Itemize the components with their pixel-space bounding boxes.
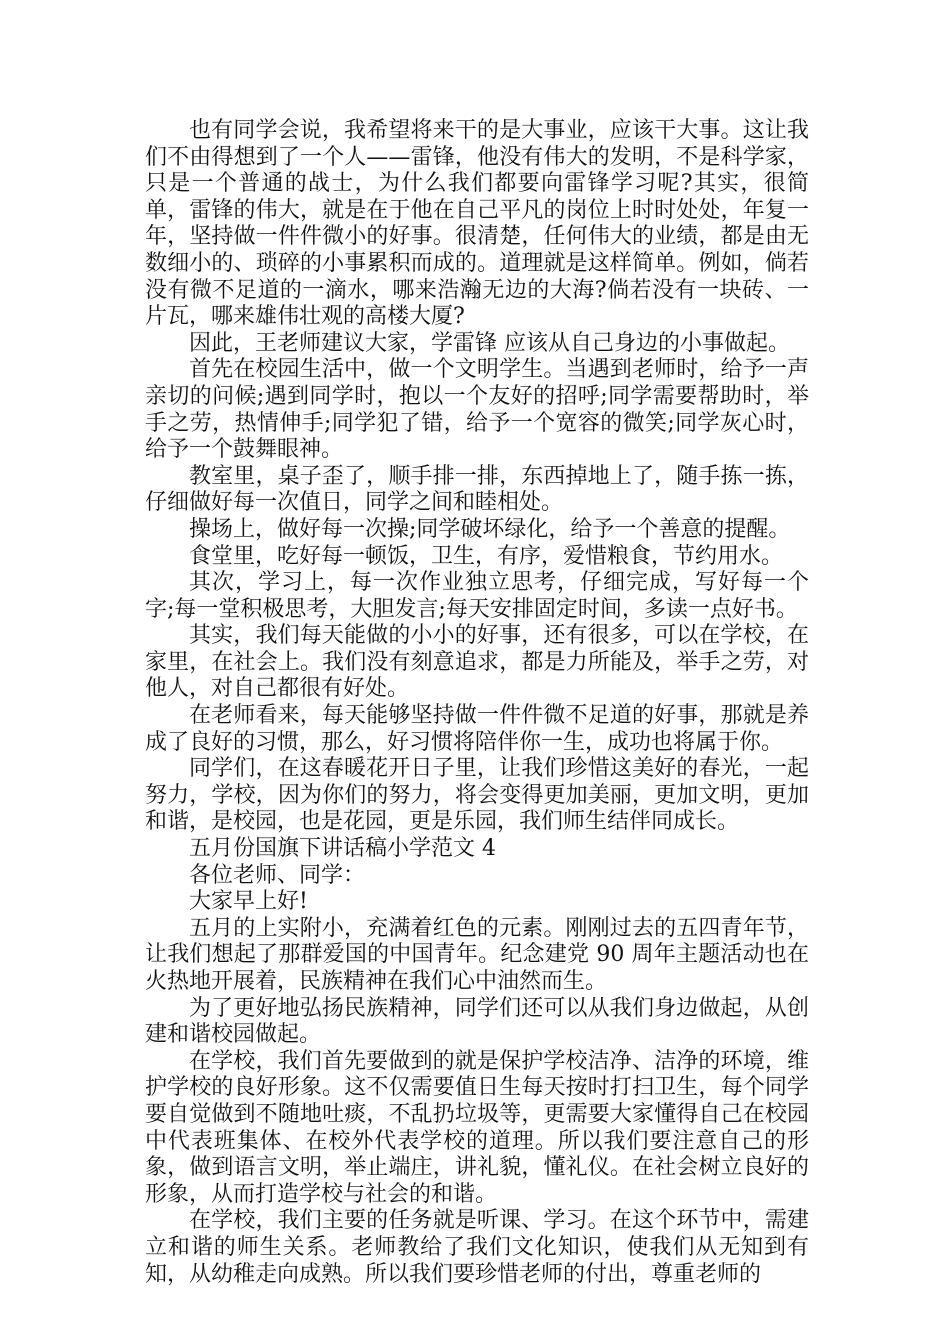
paragraph-16: 在学校，我们首先要做到的就是保护学校洁净、洁净的环境，维护学校的良好形象。这不仅需要值日生每天按时打扫卫生，每个同学要自觉做到不随地吐痰，不乱扔垃圾等，更需要大家懂得自己在校园中代表班集体、在校外代表学校的道理。所以我们要注意自己的形象，做到语言文明，举止端庄，讲礼貌，懂礼仪。在社会树立良好的形象，从而打造学校与社会的和谐。 (145, 1048, 809, 1207)
paragraph-14: 五月的上实附小，充满着红色的元素。刚刚过去的五四青年节，让我们想起了那群爱国的中国青年。纪念建党 90 周年主题活动也在火热地开展着，民族精神在我们心中油然而生。 (145, 915, 809, 994)
paragraph-10: 同学们，在这春暖花开日子里，让我们珍惜这美好的春光，一起努力，学校，因为你们的努力，将会变得更加美丽，更加文明，更加和谐，是校园，也是花园，更是乐园，我们师生结伴同成长。 (145, 756, 809, 835)
paragraph-8: 其实，我们每天能做的小小的好事，还有很多，可以在学校，在家里，在社会上。我们没有刻意追求，都是力所能及，举手之劳，对他人，对自己都很有好处。 (145, 623, 809, 702)
paragraph-17: 在学校，我们主要的任务就是听课、学习。在这个环节中，需建立和谐的师生关系。老师教给了我们文化知识，使我们从无知到有知，从幼稚走向成熟。所以我们要珍惜老师的付出，尊重老师的 (145, 1208, 809, 1287)
paragraph-15: 为了更好地弘扬民族精神，同学们还可以从我们身边做起，从创建和谐校园做起。 (145, 995, 809, 1048)
paragraph-1: 也有同学会说，我希望将来干的是大事业，应该干大事。这让我们不由得想到了一个人——雷锋，他没有伟大的发明，不是科学家，只是一个普通的战士，为什么我们都要向雷锋学习呢?其实，很简单，雷锋的伟大，就是在于他在自己平凡的岗位上时时处处，年复一年，坚持做一件件微小的好事。很清楚，任何伟大的业绩，都是由无数细小的、琐碎的小事累积而成的。道理就是这样简单。例如，倘若没有微不足道的一滴水，哪来浩瀚无边的大海?倘若没有一块砖、一片瓦，哪来雄伟壮观的高楼大厦? (145, 118, 809, 330)
paragraph-7: 其次，学习上，每一次作业独立思考，仔细完成，写好每一个字;每一堂积极思考，大胆发言;每天安排固定时间，多读一点好书。 (145, 570, 809, 622)
section-title: 五月份国旗下讲话稿小学范文 4 (189, 836, 496, 862)
paragraph-6: 食堂里，吃好每一顿饭，卫生，有序，爱惜粮食，节约用水。 (189, 543, 784, 569)
salutation: 各位老师、同学： (189, 862, 366, 888)
document-body (145, 118, 809, 1288)
paragraph-3: 首先在校园生活中，做一个文明学生。当遇到老师时，给予一声亲切的问候;遇到同学时，抱以一个友好的招呼;同学需要帮助时，举手之劳，热情伸手;同学犯了错，给予一个宽容的微笑;同学灰心时，给予一个鼓舞眼神。 (145, 357, 809, 463)
paragraph-4: 教室里，桌子歪了，顺手排一排，东西掉地上了，随手拣一拣，仔细做好每一次值日，同学之间和睦相处。 (145, 463, 809, 516)
paragraph-5: 操场上，做好每一次操;同学破坏绿化，给予一个善意的提醒。 (189, 516, 791, 542)
paragraph-9: 在老师看来，每天能够坚持做一件件微不足道的好事，那就是养成了良好的习惯，那么，好习惯将陪伴你一生，成功也将属于你。 (145, 703, 809, 755)
paragraph-2: 因此，王老师建议大家，学雷锋 应该从自己身边的小事做起。 (189, 330, 790, 356)
greeting: 大家早上好! (189, 889, 308, 915)
